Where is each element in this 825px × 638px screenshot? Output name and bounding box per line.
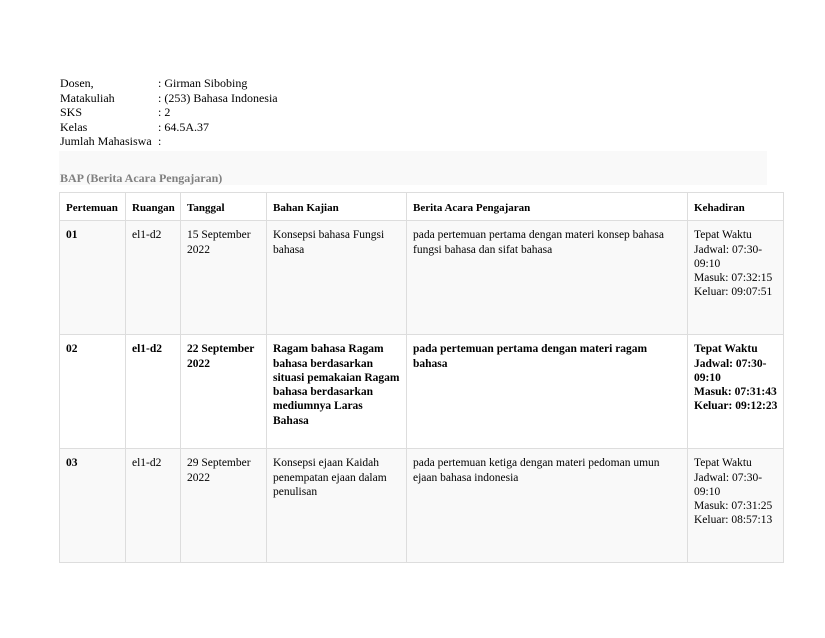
kehadiran-masuk: Masuk: 07:31:25 xyxy=(694,500,773,513)
info-label: Matakuliah xyxy=(60,90,115,105)
info-value: : 2 xyxy=(158,105,171,119)
cell-ruangan: el1-d2 xyxy=(126,335,181,449)
bap-table xyxy=(59,192,784,563)
cell-pertemuan: 03 xyxy=(60,449,126,563)
section-title: BAP (Berita Acara Pengajaran) xyxy=(60,171,223,185)
cell-pertemuan: 01 xyxy=(60,221,126,335)
kehadiran-status: Tepat Waktu xyxy=(694,457,752,470)
cell-pertemuan: 02 xyxy=(60,335,126,449)
info-label: Dosen, xyxy=(60,76,94,90)
kehadiran-keluar: Keluar: 09:07:51 xyxy=(694,286,773,299)
info-row-sks xyxy=(60,105,278,120)
cell-kehadiran xyxy=(688,221,784,335)
table-header-row xyxy=(60,193,784,221)
info-value: : (253) Bahasa Indonesia xyxy=(158,90,278,105)
info-label: Kelas xyxy=(60,119,88,134)
cell-ruangan: el1-d2 xyxy=(126,221,181,335)
column-header-bahan-kajian: Bahan Kajian xyxy=(267,193,407,221)
table-row xyxy=(60,221,784,335)
column-header-berita-acara: Berita Acara Pengajaran xyxy=(407,193,688,221)
info-value: : Girman Sibobing xyxy=(158,76,248,90)
cell-bahan-kajian: Konsepsi bahasa Fungsi bahasa xyxy=(267,221,407,335)
info-label: Jumlah Mahasiswa xyxy=(60,134,152,148)
kehadiran-status: Tepat Waktu xyxy=(694,343,758,356)
column-header-pertemuan: Pertemuan xyxy=(60,193,126,221)
table-row xyxy=(60,335,784,449)
info-row-jumlah-mahasiswa xyxy=(60,134,278,149)
cell-ruangan: el1-d2 xyxy=(126,449,181,563)
column-header-kehadiran: Kehadiran xyxy=(688,193,784,221)
kehadiran-keluar: Keluar: 09:12:23 xyxy=(694,400,778,413)
info-row-dosen xyxy=(60,76,278,91)
cell-tanggal: 15 September 2022 xyxy=(181,221,267,335)
cell-tanggal: 22 September 2022 xyxy=(181,335,267,449)
kehadiran-status: Tepat Waktu xyxy=(694,229,752,242)
bap-table-container xyxy=(59,192,783,563)
info-value: : 64.5A.37 xyxy=(158,119,209,134)
info-row-matakuliah xyxy=(60,91,278,106)
course-info xyxy=(60,76,278,149)
kehadiran-jadwal: Jadwal: 07:30-09:10 xyxy=(694,357,767,384)
cell-kehadiran xyxy=(688,335,784,449)
cell-berita-acara: pada pertemuan pertama dengan materi konsep bahasa fungsi bahasa dan sifat bahasa xyxy=(407,221,688,335)
cell-bahan-kajian: Konsepsi ejaan Kaidah penempatan ejaan dalam penulisan xyxy=(267,449,407,563)
kehadiran-keluar: Keluar: 08:57:13 xyxy=(694,514,773,527)
info-label: SKS xyxy=(60,105,83,119)
kehadiran-jadwal: Jadwal: 07:30-09:10 xyxy=(694,471,763,498)
info-value: : xyxy=(158,134,162,148)
column-header-ruangan: Ruangan xyxy=(126,193,181,221)
table-row xyxy=(60,449,784,563)
cell-berita-acara: pada pertemuan ketiga dengan materi pedoman umun ejaan bahasa indonesia xyxy=(407,449,688,563)
kehadiran-jadwal: Jadwal: 07:30-09:10 xyxy=(694,243,763,270)
kehadiran-masuk: Masuk: 07:31:43 xyxy=(694,386,777,399)
cell-tanggal: 29 September 2022 xyxy=(181,449,267,563)
column-header-tanggal: Tanggal xyxy=(181,193,267,221)
cell-bahan-kajian: Ragam bahasa Ragam bahasa berdasarkan situasi pemakaian Ragam bahasa berdasarkan mediumnya Laras Bahasa xyxy=(267,335,407,449)
kehadiran-masuk: Masuk: 07:32:15 xyxy=(694,272,773,285)
cell-kehadiran xyxy=(688,449,784,563)
info-row-kelas xyxy=(60,120,278,135)
cell-berita-acara: pada pertemuan pertama dengan materi ragam bahasa xyxy=(407,335,688,449)
